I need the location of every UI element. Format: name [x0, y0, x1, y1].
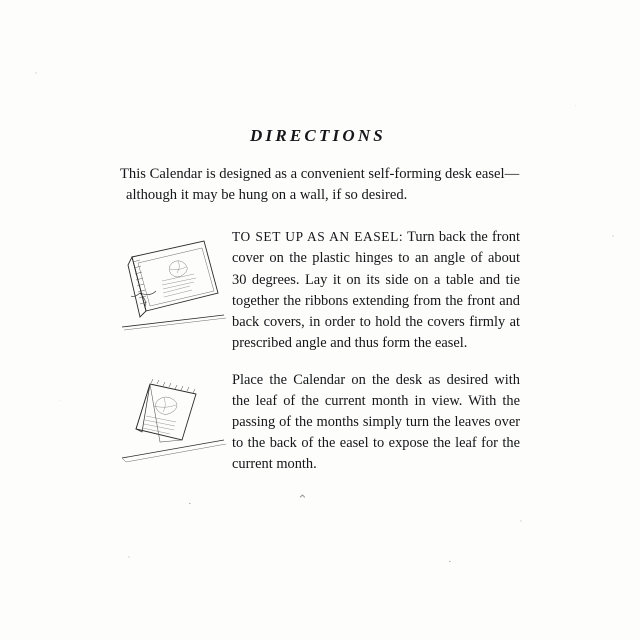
- calendar-easel-open-illustration: [120, 227, 228, 349]
- section-2-body: Place the Calendar on the desk as desired with the leaf of the current month in view. With the passing of the months simply turn the leaves over to the back of the easel to expose the leaf for the current month.: [232, 371, 520, 472]
- page-title: DIRECTIONS: [250, 126, 386, 145]
- paper-speck: [612, 235, 614, 237]
- intro-line-1: This Calendar is designed as a convenient self-forming desk easel—: [120, 166, 520, 182]
- calendar-easel-standing-illustration: [120, 370, 228, 477]
- stray-mark-dot: ·: [188, 498, 192, 510]
- paper-speck: [520, 520, 522, 522]
- stray-mark-dot: ·: [448, 556, 452, 568]
- intro-paragraph: [120, 164, 520, 205]
- section-1-lead-in: TO SET UP AS AN EASEL:: [232, 229, 404, 245]
- stray-mark-caret: ⌃: [297, 492, 308, 507]
- paper-speck: [575, 105, 576, 106]
- paper-speck: [35, 72, 37, 74]
- intro-line-2: although it may be hung on a wall, if so desired.: [126, 186, 408, 203]
- section-place-calendar: [120, 370, 520, 477]
- paper-speck: [128, 556, 130, 558]
- document-body: [120, 126, 520, 493]
- paper-speck: [60, 400, 61, 401]
- section-2-text: [228, 370, 520, 475]
- section-1-text: [228, 227, 520, 353]
- section-set-up-as-easel: [120, 227, 520, 353]
- section-1-body: Turn back the front cover on the plastic hinges to an angle of about 30 degrees. Lay it on its side on a table and tie together the ribbons extending from the front and back covers, in order to hold the covers firmly at prescribed angle and thus form the easel.: [232, 229, 520, 351]
